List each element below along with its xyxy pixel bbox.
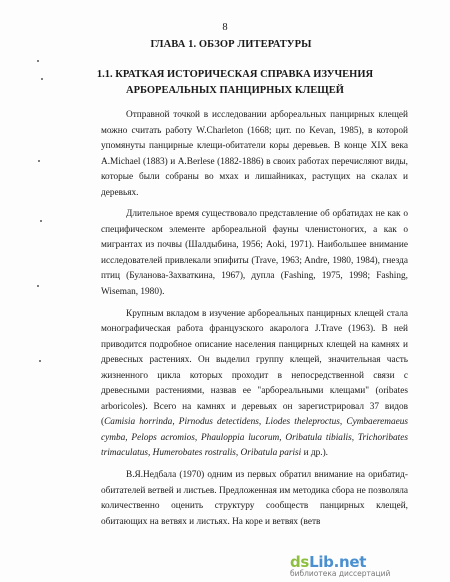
- scan-mark: [39, 360, 41, 362]
- paragraph: [101, 468, 408, 530]
- paragraph: [101, 307, 408, 462]
- paragraph-text: Длительное время существовало представление об орбатидах не как о специфическом элементе арбореальной фауны членистоногих, а как о мигрантах из почвы (Шалдыбина, 1956; Aoki, 1971). Наибольшее внимание исследователей привлекали эпифиты (Trave, 1963; Andre, 1980, 1984), гнезда птиц (Буланова-Захваткина, 1967), дупла (Fashing, 1975, 1998; Fashing, Wiseman, 1980).: [101, 209, 408, 298]
- dslib-watermark[interactable]: [290, 553, 440, 579]
- paragraph-text: Крупным вкладом в изучение арбореальных панцирных клещей стала монографическая работа французского акаролога J.Trave (1963). В ней приводится подробное описание населения панцирных клещей на камнях и древесных растениях. Он выделил группу клещей, значительная часть жизненного цикла которых проходит в непосредственной связи с древесными растениями, назвав ее "арбореальными клещами" (oribates arboricoles). Всего на камнях и деревьях он зарегистрировал 37 видов (: [101, 308, 408, 428]
- paragraph-text: и др.).: [301, 448, 328, 459]
- dslib-logo: dsLib.net: [290, 553, 367, 571]
- paragraph-text: Отправной точкой в исследовании арбореальных панцирных клещей можно считать работу W.Charleton (1668; цит. по Kevan, 1985), в которой упомянуты панцирные клещи-обитатели коры деревьев. В конце XIX века A.Michael (1883) и A.Berlese (1882-1886) в своих работах перечисляют виды, которые были собраны во мхах и лишайниках, растущих на скалах и деревьях.: [101, 110, 408, 198]
- page-number: 8: [222, 22, 228, 33]
- paragraph-text: В.Я.Недбала (1970) одним из первых обратил внимание на орибатид-обитателей ветвей и листьев. Предложенная им методика сбора не позволяла количественно оценить структуру сообществ панцирных клещей, обитающих на ветвях и листьях. На коре и ветвях (ветв: [101, 470, 408, 527]
- paragraph: [101, 108, 408, 201]
- scan-mark: [37, 285, 39, 287]
- scan-mark: [38, 160, 40, 162]
- chapter-title: ГЛАВА 1. ОБЗОР ЛИТЕРАТУРЫ: [150, 39, 312, 50]
- scan-mark: [41, 78, 43, 80]
- body-text: [101, 108, 408, 530]
- paragraph: [101, 207, 408, 300]
- scan-mark: [40, 220, 42, 222]
- dslib-tagline: библиотека диссертаций: [290, 569, 391, 578]
- scan-mark: [37, 60, 39, 62]
- section-title: 1.1. КРАТКАЯ ИСТОРИЧЕСКАЯ СПРАВКА ИЗУЧЕНИЯ АРБОРЕАЛЬНЫХ ПАНЦИРНЫХ КЛЕЩЕЙ: [96, 69, 374, 96]
- species-list: Camisia horrinda, Pirnodus detectidens, Liodes theleproctus, Cymbaeremaeus cymba, Pelops acromios, Phauloppia lucorum, Oribatula tibialis, Trichoribates trimaculatus, Humerobates rostralis, Oribatula parisi: [101, 417, 408, 459]
